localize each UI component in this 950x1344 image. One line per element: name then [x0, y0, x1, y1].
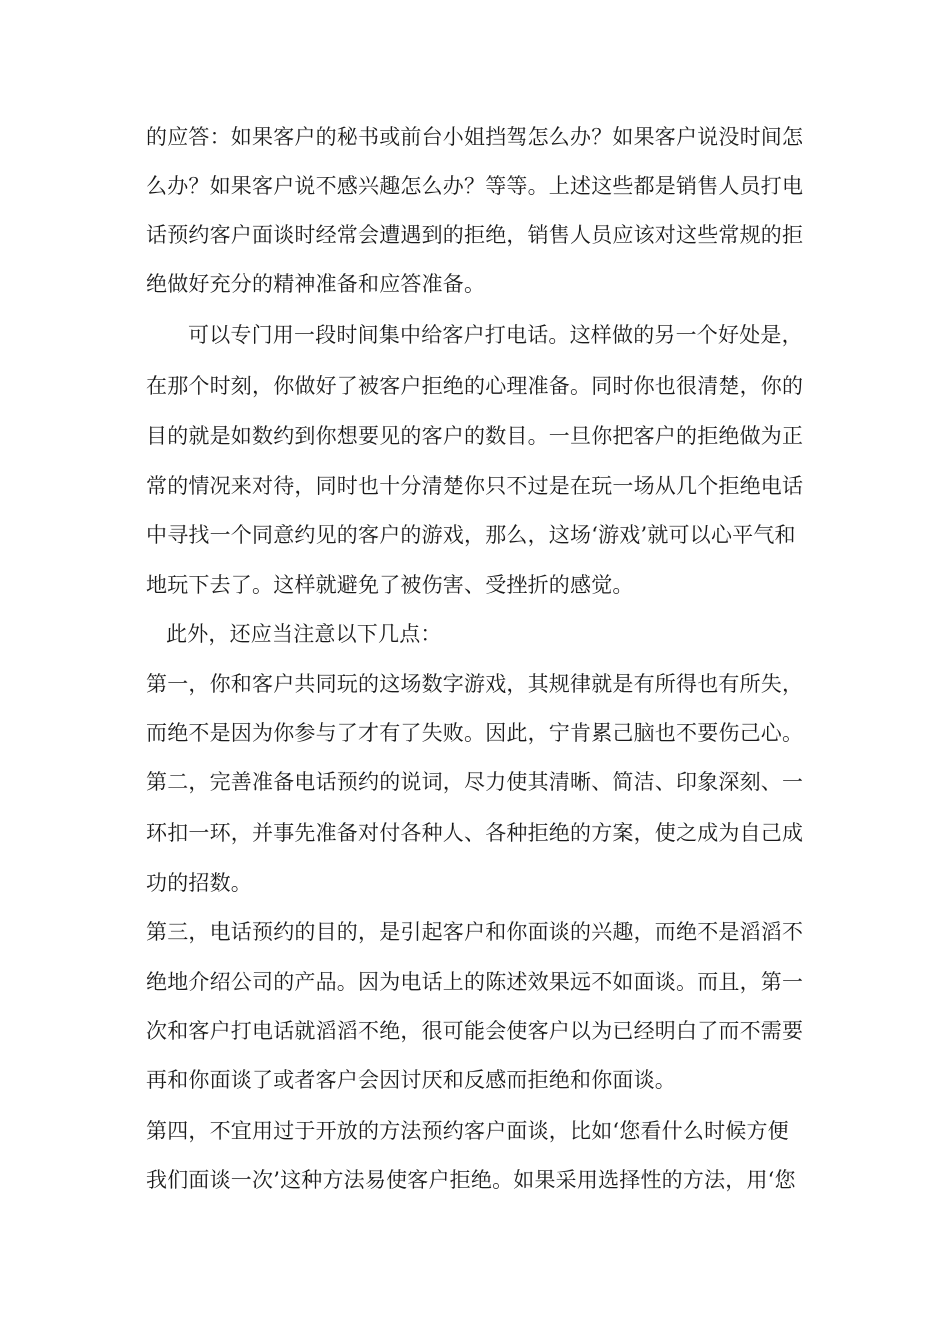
text-line-17: 第三，电话预约的目的，是引起客户和你面谈的兴趣，而绝不是滔滔不 [146, 920, 804, 944]
text-line-6: 在那个时刻，你做好了被客户拒绝的心理准备。同时你也很清楚，你的 [146, 374, 804, 398]
text-line-14: 第二，完善准备电话预约的说词，尽力使其清晰、简洁、印象深刻、一 [146, 770, 804, 794]
text-line-4: 绝做好充分的精神准备和应答准备。 [146, 272, 486, 296]
text-line-18: 绝地介绍公司的产品。因为电话上的陈述效果远不如面谈。而且，第一 [146, 970, 804, 994]
text-line-13: 而绝不是因为你参与了才有了失败。因此，宁肯累己脑也不要伤己心。 [146, 721, 804, 745]
text-line-16: 功的招数。 [146, 871, 252, 895]
text-line-20: 再和你面谈了或者客户会因讨厌和反感而拒绝和你面谈。 [146, 1068, 676, 1092]
text-line-8: 常的情况来对待，同时也十分清楚你只不过是在玩一场从几个拒绝电话 [146, 474, 804, 498]
text-line-7: 目的就是如数约到你想要见的客户的数目。一旦你把客户的拒绝做为正 [146, 424, 804, 448]
text-line-1: 的应答：如果客户的秘书或前台小姐挡驾怎么办？如果客户说没时间怎 [146, 125, 804, 149]
text-line-5: 可以专门用一段时间集中给客户打电话。这样做的另一个好处是， [188, 323, 803, 347]
text-line-12: 第一，你和客户共同玩的这场数字游戏，其规律就是有所得也有所失， [146, 672, 804, 696]
text-line-22: 我们面谈一次’这种方法易使客户拒绝。如果采用选择性的方法，用‘您 [146, 1168, 796, 1192]
text-line-3: 话预约客户面谈时经常会遭遇到的拒绝，销售人员应该对这些常规的拒 [146, 223, 804, 247]
text-line-10: 地玩下去了。这样就避免了被伤害、受挫折的感觉。 [146, 573, 634, 597]
text-line-15: 环扣一环，并事先准备对付各种人、各种拒绝的方案，使之成为自己成 [146, 821, 804, 845]
text-line-21: 第四，不宜用过于开放的方法预约客户面谈，比如‘您看什么时候方便 [146, 1119, 789, 1143]
text-line-11: 此外，还应当注意以下几点： [166, 622, 442, 646]
text-line-9: 中寻找一个同意约见的客户的游戏，那么，这场‘游戏’就可以心平气和 [146, 523, 796, 547]
text-line-19: 次和客户打电话就滔滔不绝，很可能会使客户以为已经明白了而不需要 [146, 1019, 804, 1043]
text-line-2: 么办？如果客户说不感兴趣怎么办？等等。上述这些都是销售人员打电 [146, 174, 804, 198]
